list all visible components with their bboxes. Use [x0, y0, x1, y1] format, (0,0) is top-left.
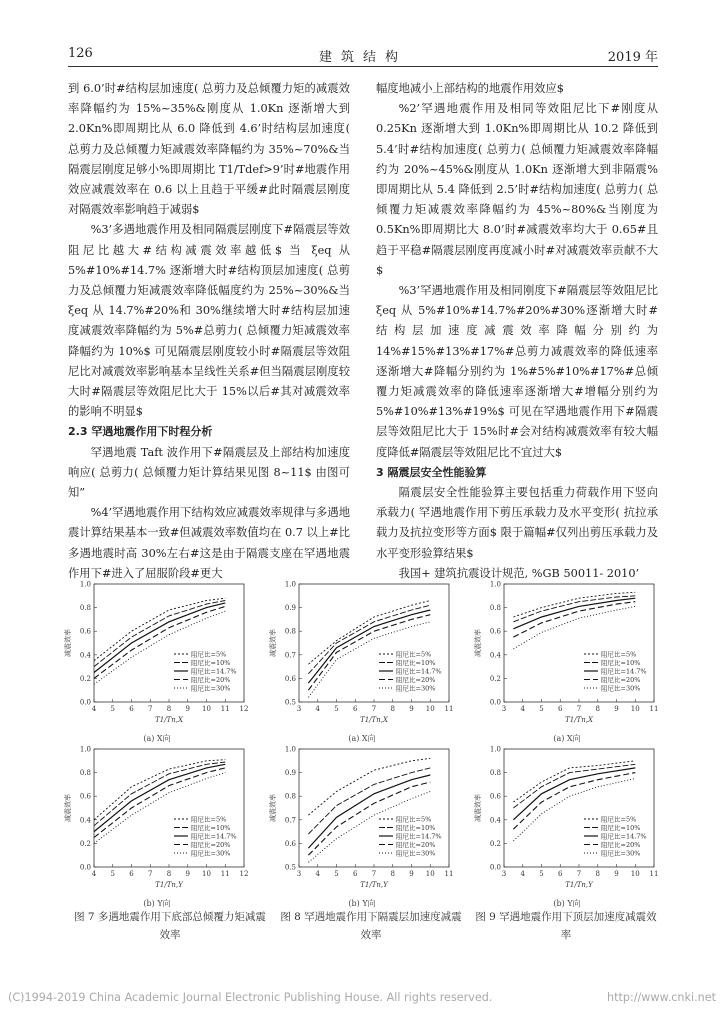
- y-axis-label: 减震效率: [474, 794, 482, 822]
- y-tick-label: 0.6: [79, 627, 91, 636]
- legend-label: 阻尼比=5%: [396, 650, 432, 659]
- figure-caption: 图 9 罕遇地震作用下顶层加速度减震效率: [475, 911, 657, 941]
- panel-label: (b) Y向: [553, 899, 581, 908]
- legend-label: 阻尼比=20%: [601, 841, 641, 849]
- journal-title: 建筑结构: [318, 50, 407, 65]
- legend-label: 阻尼比=5%: [191, 815, 227, 824]
- x-tick-label: 9: [409, 705, 414, 713]
- x-tick-label: 6: [353, 870, 358, 878]
- y-tick-label: 1.0: [79, 745, 91, 754]
- legend-label: 阻尼比=20%: [191, 676, 231, 684]
- y-tick-label: 0.8: [79, 769, 91, 778]
- y-tick-label: 0.2: [489, 839, 501, 848]
- x-tick-label: 3: [501, 705, 507, 713]
- y-tick-label: 0.2: [79, 839, 91, 848]
- y-tick-label: 0.8: [489, 769, 501, 778]
- x-tick-label: 11: [649, 705, 659, 713]
- x-tick-label: 6: [558, 870, 563, 878]
- legend-label: 阻尼比=30%: [601, 849, 641, 858]
- legend-label: 阻尼比=30%: [396, 849, 436, 858]
- x-tick-label: 7: [371, 870, 377, 878]
- chart-7a: [62, 578, 252, 728]
- paragraph: 我国+ 建筑抗震设计规范, %GB 50011- 2010’: [398, 566, 640, 580]
- legend-label: 阻尼比=5%: [396, 815, 432, 824]
- x-tick-label: 5: [110, 705, 115, 713]
- x-tick-label: 8: [390, 870, 395, 878]
- x-tick-label: 10: [630, 705, 640, 713]
- y-tick-label: 0.0: [489, 698, 501, 707]
- x-tick-label: 5: [539, 870, 544, 878]
- x-tick-label: 11: [444, 870, 454, 878]
- x-tick-label: 10: [630, 870, 640, 878]
- legend-label: 阻尼比=30%: [396, 684, 436, 693]
- y-tick-label: 0.6: [284, 839, 296, 848]
- x-tick-label: 4: [91, 705, 97, 713]
- y-tick-label: 0.8: [489, 604, 501, 613]
- x-tick-label: 3: [296, 705, 302, 713]
- y-tick-label: 0.6: [489, 792, 501, 801]
- panel-label: (b) Y向: [143, 899, 171, 908]
- x-tick-label: 7: [148, 870, 153, 878]
- y-tick-label: 0.7: [284, 816, 296, 825]
- x-tick-label: 9: [614, 870, 619, 878]
- chart-panel: [62, 743, 252, 909]
- y-tick-label: 0.4: [489, 651, 501, 660]
- x-tick-label: 5: [334, 705, 339, 713]
- series-line: [513, 602, 635, 637]
- y-tick-label: 0.0: [79, 863, 91, 872]
- panel-label: (a) X向: [553, 734, 581, 743]
- chart-panel: [472, 743, 662, 909]
- x-tick-label: 7: [148, 705, 153, 713]
- legend-label: 阻尼比=14.7%: [396, 832, 442, 841]
- y-tick-label: 0.7: [284, 651, 296, 660]
- x-tick-label: 4: [315, 705, 320, 713]
- x-tick-label: 4: [91, 870, 97, 878]
- x-tick-label: 8: [166, 870, 172, 878]
- y-tick-label: 1.0: [489, 745, 501, 754]
- panel-label: (a) X向: [143, 734, 171, 743]
- x-axis-label: T1/Tn,Y: [360, 881, 388, 889]
- chart-8b: [267, 743, 457, 893]
- legend-label: 阻尼比=20%: [396, 841, 436, 849]
- legend-label: 阻尼比=10%: [601, 659, 641, 667]
- y-tick-label: 1.0: [284, 745, 296, 754]
- x-axis-label: T1/Tn,Y: [155, 881, 183, 889]
- x-tick-label: 12: [239, 705, 249, 713]
- y-tick-label: 0.9: [284, 769, 296, 778]
- x-tick-label: 8: [166, 705, 172, 713]
- legend-label: 阻尼比=10%: [191, 824, 231, 832]
- page-header: [68, 44, 658, 67]
- figure-caption: 图 8 罕遇地震作用下隔震层加速度减震效率: [280, 911, 462, 941]
- x-tick-label: 8: [595, 870, 600, 878]
- legend-label: 阻尼比=10%: [396, 659, 436, 667]
- paragraph: %3’罕遇地震作用及相同刚度下#隔震层等效阻尼比 ξeq 从 5%#10%#14.7%#20%#30%逐渐增大时#结构层加速度减震效率降幅分别约为 14%#15%#13%#17%#总剪力减震效率的降低速率逐渐增大#降幅分别约为 1%#5%#10%#17%#总倾覆力矩减震效率的降低速率逐渐增大#增幅分别约为 5%#10%#13%#19%$ 可见在罕遇地震作用下#隔震层等效阻尼比大于 15%时#会对结构减震效率有较大幅度降低#隔震层等效阻尼比不宜过大$: [376, 284, 658, 459]
- x-tick-label: 12: [239, 870, 249, 878]
- x-tick-label: 4: [520, 870, 525, 878]
- x-axis-label: T1/Tn,Y: [565, 881, 593, 889]
- y-axis-label: 减震效率: [269, 629, 277, 657]
- y-tick-label: 0.6: [79, 792, 91, 801]
- legend-label: 阻尼比=5%: [601, 815, 637, 824]
- legend-label: 阻尼比=14.7%: [191, 832, 237, 841]
- x-tick-label: 11: [220, 870, 230, 878]
- x-axis-label: T1/Tn,X: [360, 716, 388, 724]
- x-tick-label: 8: [390, 705, 395, 713]
- x-tick-label: 9: [614, 705, 619, 713]
- y-tick-label: 0.2: [79, 674, 91, 683]
- y-axis-label: 减震效率: [474, 629, 482, 657]
- y-axis-label: 减震效率: [64, 794, 72, 822]
- chart-9a: [472, 578, 662, 728]
- x-tick-label: 4: [520, 705, 525, 713]
- y-tick-label: 0.5: [284, 863, 296, 872]
- y-tick-label: 0.8: [284, 627, 296, 636]
- y-axis-label: 减震效率: [269, 794, 277, 822]
- x-axis-label: T1/Tn,X: [565, 716, 593, 724]
- x-tick-label: 3: [296, 870, 302, 878]
- x-tick-label: 10: [425, 705, 435, 713]
- chart-8a: [267, 578, 457, 728]
- series-line: [513, 592, 635, 617]
- x-axis-label: T1/Tn,X: [155, 716, 183, 724]
- x-tick-label: 10: [202, 870, 211, 878]
- left-column: [68, 79, 350, 584]
- paragraph: %2’罕遇地震作用及相同等效阻尼比下#刚度从 0.25Kn 逐渐增大到 1.0Kn%即周期比从 10.2 降低到 5.4’时#结构加速度( 总剪力( 总倾覆力矩减震效率降幅约为 20%~45%&刚度从 1.0Kn 逐渐增大到非隔震%即周期比从 5.4 降低到 2.5’时#结构加速度( 总剪力( 总倾覆力矩减震效率降幅约为 45%~80%&当刚度为 0.5Kn%即周期比大 8.0’时#减震效率均大于 0.65#且趋于平稳#隔震层刚度再度减小时#对减震效率贡献不大$: [376, 102, 658, 277]
- y-tick-label: 0.6: [489, 627, 501, 636]
- x-tick-label: 9: [185, 870, 190, 878]
- legend-label: 阻尼比=10%: [191, 659, 231, 667]
- chart-panel: [472, 578, 662, 744]
- paragraph: 罕遇地震 Taft 波作用下#隔震层及上部结构加速度响应( 总剪力( 总倾覆力矩计算结果见图 8~11$ 由图可知”: [68, 445, 350, 500]
- y-tick-label: 0.0: [79, 698, 91, 707]
- y-tick-label: 0.8: [79, 604, 91, 613]
- legend-label: 阻尼比=10%: [396, 824, 436, 832]
- chart-panel: [62, 578, 252, 744]
- legend-label: 阻尼比=14.7%: [396, 667, 442, 676]
- x-tick-label: 11: [220, 705, 230, 713]
- y-tick-label: 1.0: [284, 580, 296, 589]
- copyright-text: (C)1994-2019 China Academic Journal Electronic Publishing House. All rights reserved.: [8, 991, 493, 1004]
- y-tick-label: 1.0: [79, 580, 91, 589]
- legend-label: 阻尼比=20%: [191, 841, 231, 849]
- journal-year: 2019 年: [607, 50, 658, 65]
- chart-panel: [267, 743, 457, 909]
- panel-label: (b) Y向: [348, 899, 376, 908]
- legend-label: 阻尼比=14.7%: [191, 667, 237, 676]
- x-tick-label: 10: [202, 705, 211, 713]
- y-tick-label: 0.4: [79, 816, 91, 825]
- x-tick-label: 5: [334, 870, 339, 878]
- y-tick-label: 0.5: [284, 698, 296, 707]
- chart-7b: [62, 743, 252, 893]
- panel-label: (a) X向: [348, 734, 376, 743]
- x-tick-label: 9: [409, 870, 414, 878]
- chart-9b: [472, 743, 662, 893]
- paragraph: 隔震层安全性能验算主要包括重力荷载作用下竖向承载力( 罕遇地震作用下剪压承载力及水平变形( 抗拉承载力及抗拉变形等方面$ 限于篇幅#仅列出剪压承载力及水平变形验算结果$: [376, 486, 658, 560]
- legend-label: 阻尼比=20%: [396, 676, 436, 684]
- x-tick-label: 5: [539, 705, 544, 713]
- legend-label: 阻尼比=14.7%: [601, 832, 647, 841]
- x-tick-label: 6: [129, 870, 134, 878]
- y-tick-label: 0.4: [489, 816, 501, 825]
- x-tick-label: 11: [444, 705, 454, 713]
- x-tick-label: 8: [595, 705, 600, 713]
- x-tick-label: 6: [129, 705, 134, 713]
- footer-link[interactable]: http://www.cnki.net: [607, 991, 716, 1004]
- legend-label: 阻尼比=30%: [191, 684, 231, 693]
- chart-panel: [267, 578, 457, 744]
- x-tick-label: 5: [110, 870, 115, 878]
- paragraph: 幅度地减小上部结构的地震作用效应$: [376, 82, 564, 95]
- x-tick-label: 6: [353, 705, 358, 713]
- legend-label: 阻尼比=10%: [601, 824, 641, 832]
- y-tick-label: 0.9: [284, 604, 296, 613]
- y-tick-label: 0.2: [489, 674, 501, 683]
- paragraph: %4’罕遇地震作用下结构效应减震效率规律与多遇地震计算结果基本一致#但减震效率数值均在 0.7 以上#比多遇地震时高 30%左右#这是由于隔震支座在罕遇地震作用下#进入了屈服阶段#更大: [68, 506, 350, 580]
- legend-label: 阻尼比=5%: [601, 650, 637, 659]
- y-tick-label: 0.0: [489, 863, 501, 872]
- paragraph: 到 6.0’时#结构层加速度( 总剪力及总倾覆力矩的减震效率降幅约为 15%~35%&刚度从 1.0Kn 逐渐增大到 2.0Kn%即周期比从 6.0 降低到 4.6’时结构层加速度( 总剪力及总倾覆力矩减震效率降幅约为 35%~70%&当隔震层刚度足够小%即周期比 T1/Tdef>9’时#地震作用效应减震效率在 0.6 以上且趋于平缓#此时隔震层刚度对隔震效率影响趋于减弱$: [68, 82, 350, 217]
- x-tick-label: 4: [315, 870, 320, 878]
- series-line: [513, 598, 635, 629]
- legend-label: 阻尼比=5%: [191, 650, 227, 659]
- y-tick-label: 0.8: [284, 792, 296, 801]
- figure-grid: [62, 578, 666, 918]
- paragraph: %3’多遇地震作用及相同隔震层刚度下#隔震层等效阻尼比越大#结构减震效率越低$ 当 ξeq 从 5%#10%#14.7% 逐渐增大时#结构顶层加速度( 总剪力及总倾覆力矩减震效率降低幅度约为 25%~30%&当 ξeq 从 14.7%#20%和 30%继续增大时#结构层加速度减震效率降幅约为 5%#总剪力( 总倾覆力矩减震效率降幅约为 10%$ 可见隔震层刚度较小时#隔震层等效阻尼比对减震效率影响基本呈线性关系#但当隔震层刚度较大时#隔震层等效阻尼比大于 15%以后#其对减震效率的影响不明显$: [68, 223, 350, 419]
- y-axis-label: 减震效率: [64, 629, 72, 657]
- x-tick-label: 6: [558, 705, 563, 713]
- x-tick-label: 11: [649, 870, 659, 878]
- series-line: [513, 596, 635, 622]
- x-tick-label: 7: [576, 870, 582, 878]
- legend-label: 阻尼比=30%: [601, 684, 641, 693]
- section-heading: 3 隔震层安全性能验算: [376, 465, 487, 479]
- x-tick-label: 7: [371, 705, 377, 713]
- y-tick-label: 0.4: [79, 651, 91, 660]
- right-column: [376, 79, 658, 584]
- page-number: 126: [68, 46, 93, 61]
- y-tick-label: 0.6: [284, 674, 296, 683]
- legend-label: 阻尼比=20%: [601, 676, 641, 684]
- x-tick-label: 7: [576, 705, 582, 713]
- section-heading: 2.3 罕遇地震作用下时程分析: [68, 425, 213, 439]
- x-tick-label: 9: [185, 705, 190, 713]
- x-tick-label: 3: [501, 870, 507, 878]
- legend-label: 阻尼比=30%: [191, 849, 231, 858]
- figure-caption: 图 7 多遇地震作用下底部总倾覆力矩减震效率: [74, 911, 266, 941]
- y-tick-label: 1.0: [489, 580, 501, 589]
- legend-label: 阻尼比=14.7%: [601, 667, 647, 676]
- x-tick-label: 10: [425, 870, 435, 878]
